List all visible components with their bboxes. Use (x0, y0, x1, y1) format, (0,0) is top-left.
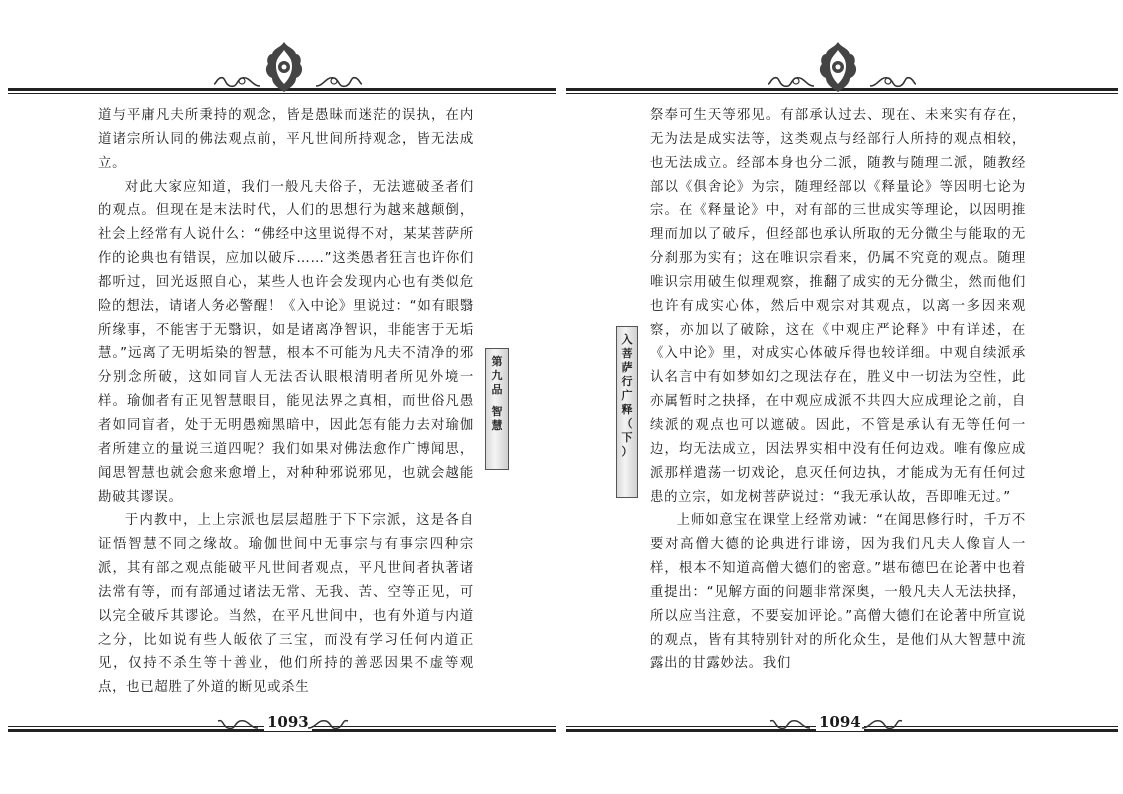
paragraph: 于内教中，上上宗派也层层超胜于下下宗派，这是各自证悟智慧不同之缘故。瑜伽世间中无事宗与有事宗四种宗派，其有部之观点能破平凡世间者观点，平凡世间者执著诸法常有等，而有部通过诸法无常、无我、苦、空等正见，可以完全破斥其谬论。当然，在平凡世间中，也有外道与内道之分，比如说有些人皈依了三宝，而没有学习任何内道正见，仅持不杀生等十善业，他们所持的善恶因果不虚等观点，也已超胜了外道的断见或杀生 (98, 513, 474, 696)
page-number: 1093 (264, 713, 312, 731)
cloud-ornament-icon (306, 716, 352, 732)
chapter-side-tab: 第 九 品 智 慧 (485, 348, 509, 470)
body-text (650, 104, 1026, 676)
cloud-ornament-icon (212, 72, 262, 90)
paragraph: 祭奉可生天等邪见。有部承认过去、现在、未来实有存在，无为法是成实法等，这类观点与经部行人所持的观点相较，也无法成立。经部本身也分二派，随教与随理二派，随教经部以《俱舍论》为宗，随理经部以《释量论》等因明七论为宗。在《释量论》中，对有部的三世成实等理论，以因明推理而加以了破斥，但经部也承认所取的无分微尘与能取的无分刹那为实有；这在唯识宗看来，仍属不究竟的观点。随理唯识宗用破生似理观察，推翻了成实的无分微尘，然而他们也许有成实心体，然后中观宗对其观点，以离一多因来观察，亦加以了破除，这在《中观庄严论释》中有详述，在《入中论》里，对成实心体破斥得也较详细。中观自续派承认名言中有如梦如幻之现法存在，胜义中一切法为空性，此亦属暂时之抉择，在中观应成派不共四大应成理论之前，自续派的观点也可以遮破。因此，不管是承认有无等任何一边，均无法成立，因法界实相中没有任何边戏。唯有像应成派那样遣荡一切戏论，息灭任何边执，才能成为无有任何过患的立宗，如龙树菩萨说过：“我无承认故，吾即唯无过。” (650, 108, 1026, 505)
body-text (98, 104, 474, 700)
left-page (0, 0, 561, 794)
right-page (562, 0, 1123, 794)
book-title-side-tab: 入 菩 萨 行 广 释 （ 下 ） (616, 326, 638, 498)
emblem-icon (816, 40, 860, 94)
paragraph: 上师如意宝在课堂上经常劝诫：“在闻思修行时，千万不要对高僧大德的论典进行诽谤，因为我们凡夫人像盲人一样，根本不知道高僧大德们的密意。”堪布德巴在论著中也着重提出：“见解方面的问题非常深奥，一般凡夫人无法抉择，所以应当注意，不要妄加评论。”高僧大德们在论著中所宣说的观点，皆有其特别针对的所化众生，是他们从大智慧中流露出的甘露妙法。我们 (650, 513, 1026, 672)
cloud-ornament-icon (314, 72, 364, 90)
cloud-ornament-icon (766, 716, 812, 732)
cloud-ornament-icon (766, 72, 816, 90)
paragraph: 道与平庸凡夫所秉持的观念，皆是愚昧而迷茫的误执，在内道诸宗所认同的佛法观点前，平凡世间所持观念，皆无法成立。 (98, 108, 474, 171)
cloud-ornament-icon (868, 72, 918, 90)
cloud-ornament-icon (860, 716, 906, 732)
paragraph: 对此大家应知道，我们一般凡夫俗子，无法遮破圣者们的观点。但现在是末法时代，人们的思想行为越来越颠倒，社会上经常有人说什么：“佛经中这里说得不对，某某菩萨所作的论典也有错误，应加以破斥……”这类愚者狂言也许你们都听过，回光返照自心，某些人也许会发现内心也有类似危险的想法，请诸人务必警醒！《入中论》里说过：“如有眼翳所缘事，不能害于无翳识，如是诸离净智识，非能害于无垢慧。”远离了无明垢染的智慧，根本不可能为凡夫不清净的邪分别念所破，这如同盲人无法否认眼根清明者所见外境一样。瑜伽者有正见智慧眼目，能见法界之真相，而世俗凡愚者如同盲者，处于无明愚痴黑暗中，因此怎有能力去对瑜伽者所建立的量说三道四呢？我们如果对佛法愈作广博闻思，闻思智慧也就会愈来愈增上，对种种邪说邪见，也就会越能勘破其谬误。 (98, 179, 474, 505)
page-number: 1094 (816, 713, 864, 731)
cloud-ornament-icon (214, 716, 260, 732)
emblem-icon (262, 40, 306, 94)
